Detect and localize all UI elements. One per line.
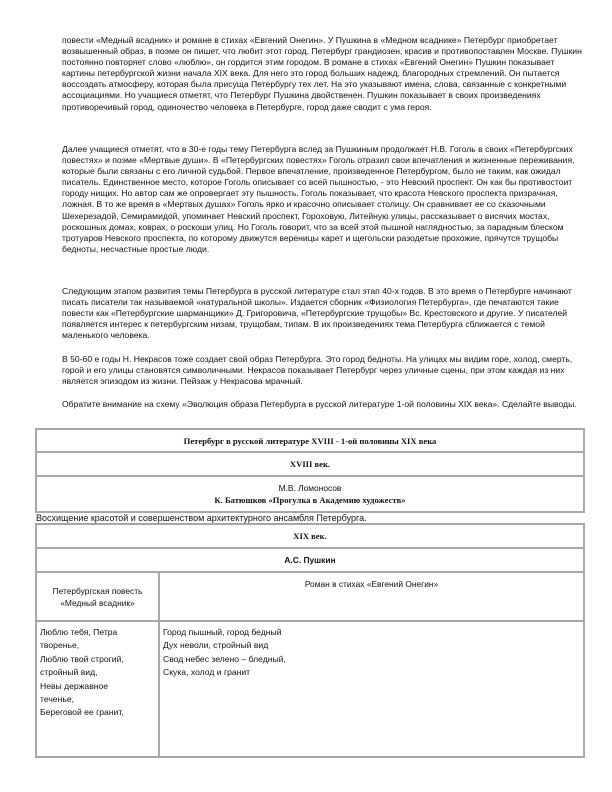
century-19-heading: XIX век. (36, 524, 584, 548)
verse-line: Береговой ее гранит, (40, 707, 124, 718)
paragraph-nekrasov: В 50-60 е годы Н. Некрасов тоже создает свой образ Петербурга. Это город бедноты. На улицах мы видим горе, холод, смерть, горой и его улицы становятся символичными. Некрасов показывает Петербург через уличные сцены, при этом каждая из них является эпизодом из жизни. Пейзаж у Некрасова мрачный. (62, 354, 573, 387)
onegin-header: Роман в стихах «Евгений Онегин» (159, 572, 584, 621)
bronze-horseman-header: Петербургская повесть «Медный всадник» (36, 572, 159, 621)
verse-line: теченье, (40, 694, 74, 705)
evolution-table (35, 428, 585, 758)
verse-line: Скука, холод и гранит (163, 667, 251, 678)
authors-18-cell (36, 476, 584, 512)
description-cell (36, 512, 584, 524)
pushkin-heading: А.С. Пушкин (36, 548, 584, 572)
verse-line: Дух неволи, стройный вид (163, 640, 269, 651)
verse-line: творенье, (40, 640, 80, 651)
paragraph-natural-school: Следующим этапом развития темы Петербурга в русской литературе стал этап 40-х годов. В это время о Петербурге начинают писать писатели так называемой «натуральной школы». Издается сборник «Физиология Петербурга», где печатаются такие повести как «Петербургские шарманщики» Д. Григоровича, «Петербургские трущобы» Вс. Крестовского и другие. У писателей появляется интерес к петербургским низам, трущобам, типам. В их произведениях тема Петербурга сближается с темой маленького человека. (62, 286, 572, 341)
batyushkov-label: К. Батюшков «Прогулка в Академию художеств» (214, 495, 406, 505)
verse-line: Люблю твой строгий, (40, 653, 124, 664)
paragraph-gogol: Далее учащиеся отметят, что в 30-е годы тему Петербурга вслед за Пушкиным продолжает Н.В. Гоголь в своих «Петербургских повестях» и поэме «Мертвые души». В «Петербургских повестях» Гоголь отразил свои впечатления и жизненные переживания, которые были связаны с его личной судьбой. Первое впечатление, произведенное Петербургом, было не таким, как ожидал писатель. Единственное место, которое Гоголь описывает со всей пышностью, - это Невский проспект. Он как бы противостоит городу нищих. Но автор сам же опровергает эту пышность. Гоголь показывает, что красота Невского проспекта призрачная, ложная. В то же время в «Мертвых душах» Гоголь ярко и красочно описывает столицу. Он сравнивает ее со сказочными Шехерезадой, Семирамидой, упоминает Невский проспект, Гороховую, Литейную улицы, рассказывает о висячих мостах, роскошных домах, коврах, о роскоши улиц. Но Гоголь говорит, что за всей этой пышной наглядностью, за парадным блеском тротуаров Невского проспекта, по которому движутся вереницы карет и щегольски разодетые прохожие, прячутся трущобы бедноты, несчастные простые люди. (62, 144, 575, 254)
bronze-horseman-verse (36, 621, 159, 757)
paragraph-task: Обратите внимание на схему «Эволюция образа Петербурга в русской литературе 1-ой половины XIX века». Сделайте выводы. (62, 399, 577, 409)
description-text: Восхищение красотой и совершенством архитектурного ансамбля Петербурга. (36, 513, 367, 523)
onegin-verse (159, 621, 584, 757)
verse-line: Невы державное (40, 680, 109, 691)
paragraph-pushkin: повести «Медный всадник» и романе в стихах «Евгений Онегин». У Пушкина в «Медном всаднике» Петербург приобретает возвышенный образ, в поэме он пишет, что любит этот город. Петербург грандиозен, красив и противопоставлен Москве. Пушкин постоянно повторяет слово «люблю», он гордится этим городом. В романе в стихах «Евгений Онегин» Пушкин показывает картины петербургской жизни начала XIX века. Для него это город больших надежд, благородных стремлений. Он пытается воссоздать атмосферу, которая была присуща Петербургу тех лет. На это указывают имена, слова, связанные с конкретными ассоциациями. Но учащиеся отметят, что Петербург Пушкина двойственен. Пушкин показывает в своих произведениях противоречивый город, одиночество человека в Петербурге, город даже сводит с ума героя. (62, 35, 582, 112)
verse-line: Люблю тебя, Петра (40, 627, 118, 637)
table-title: Петербург в русской литературе XVIII - 1-ой половины XIX века (36, 429, 584, 452)
century-18-heading: XVIII век. (36, 452, 584, 476)
lomonosov-label: М.В. Ломоносов (278, 483, 342, 493)
verse-line: Город пышный, город бедный (163, 627, 282, 637)
verse-line: стройный вид, (40, 667, 98, 678)
verse-line: Свод небес зелено – бледный, (163, 653, 286, 664)
